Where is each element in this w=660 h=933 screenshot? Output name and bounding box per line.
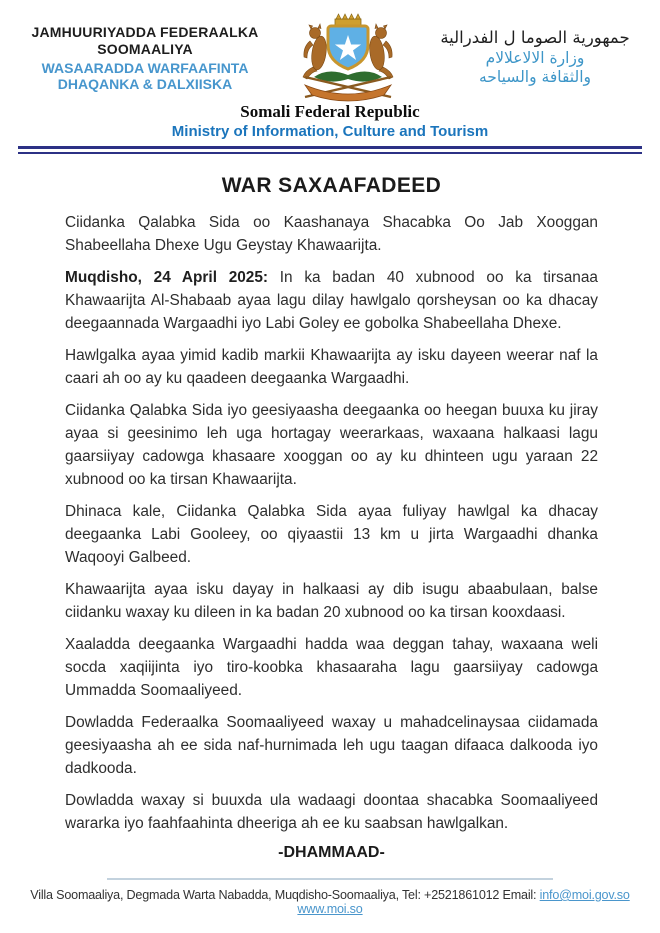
footer-divider <box>107 878 553 880</box>
arabic-ministry-line1: وزارة الالاعلالام <box>485 48 585 67</box>
press-release-body <box>0 174 660 862</box>
coat-of-arms-icon <box>289 13 407 103</box>
footer-address: Villa Soomaaliya, Degmada Warta Nabadda, Muqdisho-Soomaaliya, Tel: +2521861012 Email: <box>30 888 537 902</box>
arabic-ministry-line2: والثقافة والسياحه <box>478 68 592 86</box>
paragraph: Dowladda waxay si buuxda ula wadaagi doontaa shacabka Soomaaliyeed wararka iyo faahfaahinta dheeriga ah ee ku saabsan hawlgalkan. <box>65 792 598 832</box>
crown-icon <box>335 14 361 25</box>
paragraph-dateline-text: In ka badan 40 xubnood oo ka tirsanaa Khawaarijta Al-Shabaab ayaa lagu dilay hawlgalo qorsheysan oo ka dhacay deegaannada Wargaadhi iyo Labi Goley ee gobolka Shabeellaha Dhexe. <box>65 269 598 332</box>
page-footer <box>0 878 660 916</box>
end-mark: -DHAMMAAD- <box>278 844 385 861</box>
letterhead-captions <box>0 102 660 140</box>
english-ministry-name: Ministry of Information, Culture and Tourism <box>171 123 489 140</box>
paragraph: Dowladda Federaalka Soomaaliyeed waxay u mahadcelinaysaa ciidamada geesiyaasha ah ee sida naf-hurnimada leh ugu taagan difaaca dalkooda iyo dadkooda. <box>65 714 598 777</box>
letterhead-somali-block <box>20 13 270 93</box>
english-country-name: Somali Federal Republic <box>240 102 420 121</box>
arabic-country-name: جمهورية الصوما ل الفدرالية <box>440 28 630 47</box>
leopard-right-icon <box>368 24 393 79</box>
header-divider <box>18 146 642 154</box>
paragraph-headline: Ciidanka Qalabka Sida oo Kaashanaya Shacabka Oo Jab Xooggan Shabeellaha Dhexe Ugu Geystay Khawaarijta. <box>65 214 598 254</box>
somali-country-name: JAMHUURIYADDA FEDERAALKA SOOMAALIYA <box>31 24 259 57</box>
paragraph: Hawlgalka ayaa yimid kadib markii Khawaarijta ay isku dayeen weerar naf la caari ah oo ay ku qaadeen deegaanka Wargaadhi. <box>65 347 598 387</box>
leopard-left-icon <box>303 24 328 79</box>
paragraph: Dhinaca kale, Ciidanka Qalabka Sida ayaa fuliyay hawlgal ka dhacay deegaanka Labi Gooleey, oo qiyaastii 13 km u jirta Wargaadhi dhanka Waqooyi Galbeed. <box>65 503 598 566</box>
paragraph: Khawaarijta ayaa isku dayay in halkaasi ay dib isugu abaabulaan, balse ciidanku waxay ku dileen in ka badan 20 xubnood oo ka tirsan kooxdaasi. <box>65 581 598 621</box>
dateline: Muqdisho, 24 April 2025: <box>65 269 269 286</box>
palm-leaves-icon <box>314 71 382 81</box>
letterhead-arabic-block <box>426 13 644 87</box>
footer-website-link[interactable]: www.moi.so <box>297 902 363 916</box>
paragraph-dateline <box>65 266 598 335</box>
paragraph: Xaaladda deegaanka Wargaadhi hadda waa deggan tahay, waxaana weli socda xaqiijinta iyo tiro-koobka khasaaraha lagu gaarsiiyay cadowga Ummadda Soomaaliyeed. <box>65 636 598 699</box>
paragraph: Ciidanka Qalabka Sida iyo geesiyaasha deegaanka oo heegan buuxa ku jiray ayaa si geesinimo leh uga hortagay weerarkaas, waxaana halkaasi lagu gaarsiiyay cadowga khasaare xooggan oo ay ku dhinteen ugu yaraan 22 xubnood oo ka tirsan Khawaarijta. <box>65 402 598 488</box>
footer-email-link[interactable]: info@moi.gov.so <box>539 888 630 902</box>
footer-contact-line <box>0 888 660 916</box>
somali-ministry-name: WASAARADDA WARFAAFINTA DHAQANKA & DALXIISKA <box>41 59 249 93</box>
page-title: WAR SAXAAFADEED <box>221 174 442 197</box>
somalia-coat-of-arms <box>289 13 407 108</box>
letterhead <box>0 0 660 108</box>
